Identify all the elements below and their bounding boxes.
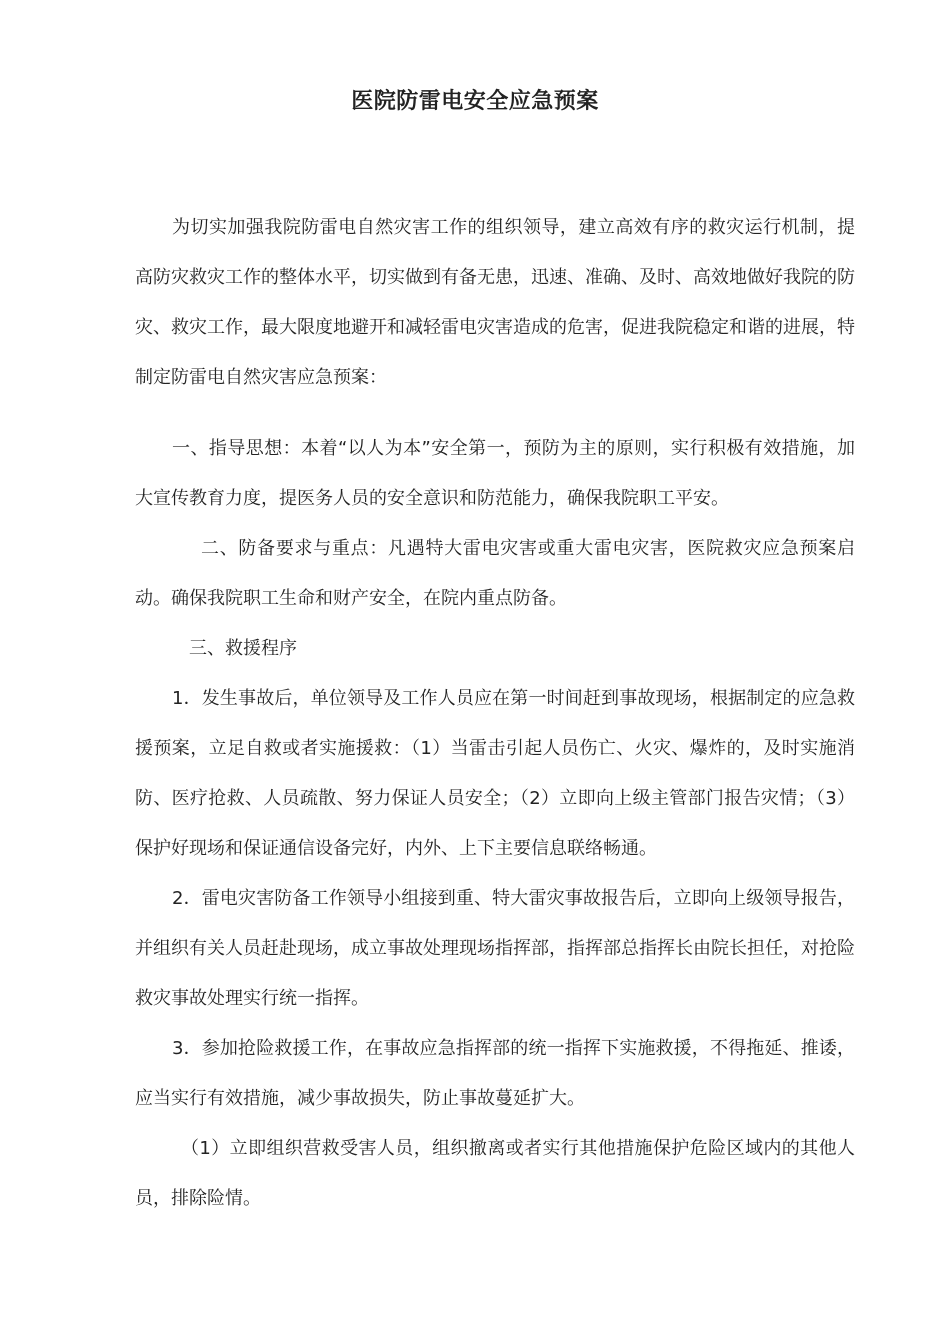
guiding-principle-paragraph: 一、指导思想：本着“以人为本”安全第一，预防为主的原则，实行积极有效措施，加大宣传教育力度，提医务人员的安全意识和防范能力，确保我院职工平安。 <box>135 438 855 509</box>
intro-paragraph: 为切实加强我院防雷电自然灾害工作的组织领导，建立高效有序的救灾运行机制，提高防灾救灾工作的整体水平，切实做到有备无患，迅速、准确、及时、高效地做好我院的防灾、救灾工作，最大限度地避开和减轻雷电灾害造成的危害，促进我院稳定和谐的进展，特制定防雷电自然灾害应急预案： <box>135 217 855 388</box>
procedure-step-1: 1．发生事故后，单位领导及工作人员应在第一时间赶到事故现场，根据制定的应急救援预案，立足自救或者实施援救：（1）当雷击引起人员伤亡、火灾、爆炸的，及时实施消防、医疗抢救、人员疏散、努力保证人员安全；（2）立即向上级主管部门报告灾情；（3）保护好现场和保证通信设备完好，内外、上下主要信息联络畅通。 <box>135 688 855 859</box>
preparation-requirements-paragraph: 二、防备要求与重点：凡遇特大雷电灾害或重大雷电灾害，医院救灾应急预案启动。确保我院职工生命和财产安全，在院内重点防备。 <box>135 538 855 609</box>
paragraph-gap <box>135 403 855 424</box>
document-body <box>135 203 855 1224</box>
procedure-step-3: 3．参加抢险救援工作，在事故应急指挥部的统一指挥下实施救援，不得拖延、推诿，应当实行有效措施，减少事故损失，防止事故蔓延扩大。 <box>135 1038 855 1109</box>
rescue-procedure-heading: 三、救援程序 <box>189 638 297 659</box>
procedure-substep-1: （1）立即组织营救受害人员，组织撤离或者实行其他措施保护危险区域内的其他人员，排除险情。 <box>135 1138 855 1209</box>
document-title: 医院防雷电安全应急预案 <box>351 89 599 114</box>
procedure-step-2: 2．雷电灾害防备工作领导小组接到重、特大雷灾事故报告后，立即向上级领导报告，并组织有关人员赶赴现场，成立事故处理现场指挥部，指挥部总指挥长由院长担任，对抢险救灾事故处理实行统一指挥。 <box>135 888 855 1009</box>
